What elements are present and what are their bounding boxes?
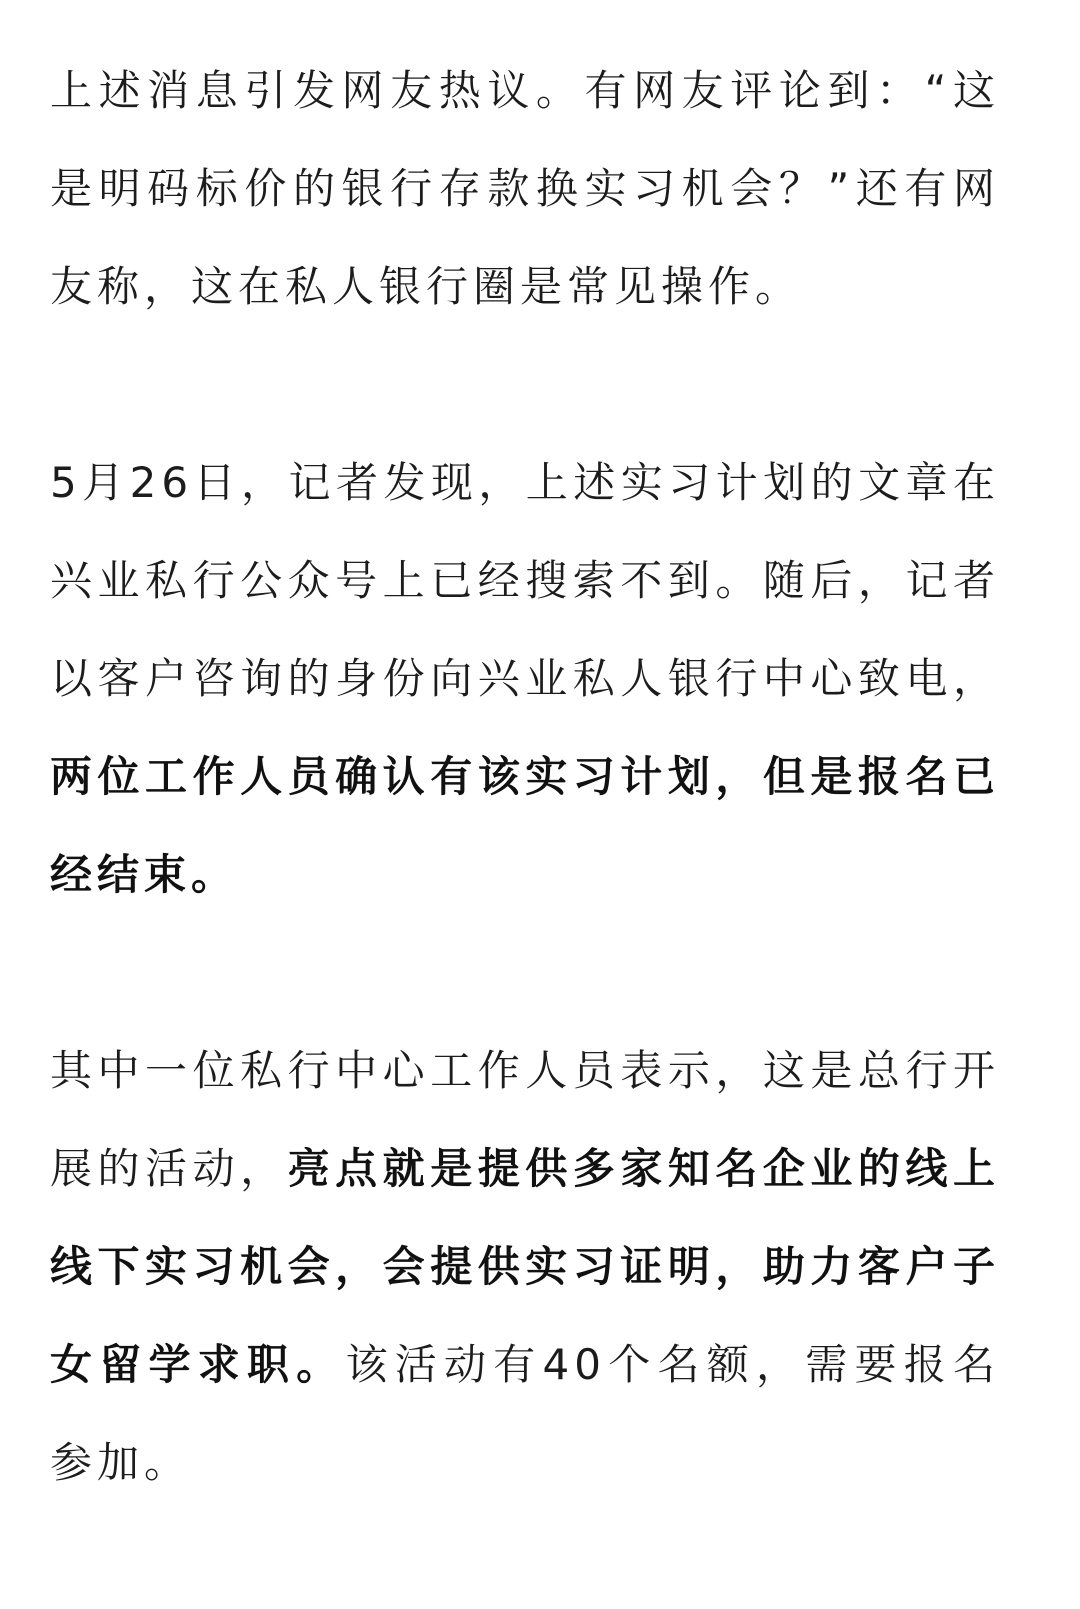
paragraph-1-text: 上述消息引发网友热议。有网友评论到：“这是明码标价的银行存款换实习机会？”还有网友称，这在私人银行圈是常见操作。 — [50, 66, 1000, 311]
article-body — [50, 42, 1000, 1512]
paragraph-2-bold-text: 两位工作人员确认有该实习计划，但是报名已经结束。 — [50, 752, 1000, 899]
paragraph-3-bold-text: 亮点就是提供多家知名企业的线上线下实习机会，会提供实习证明，助力客户子女留学求职。 — [50, 1144, 1000, 1389]
paragraph-3 — [50, 1022, 1000, 1512]
paragraph-2-text: 5月26日，记者发现，上述实习计划的文章在兴业私行公众号上已经搜索不到。随后，记者以客户咨询的身份向兴业私人银行中心致电， — [50, 458, 1000, 703]
paragraph-1 — [50, 42, 1000, 336]
paragraph-2 — [50, 434, 1000, 924]
paragraph-3-text-end: 该活动有40个名额，需要报名参加。 — [50, 1340, 1000, 1487]
paragraph-3-text-start: 其中一位私行中心工作人员表示，这是总行开展的活动， — [50, 1046, 1000, 1193]
